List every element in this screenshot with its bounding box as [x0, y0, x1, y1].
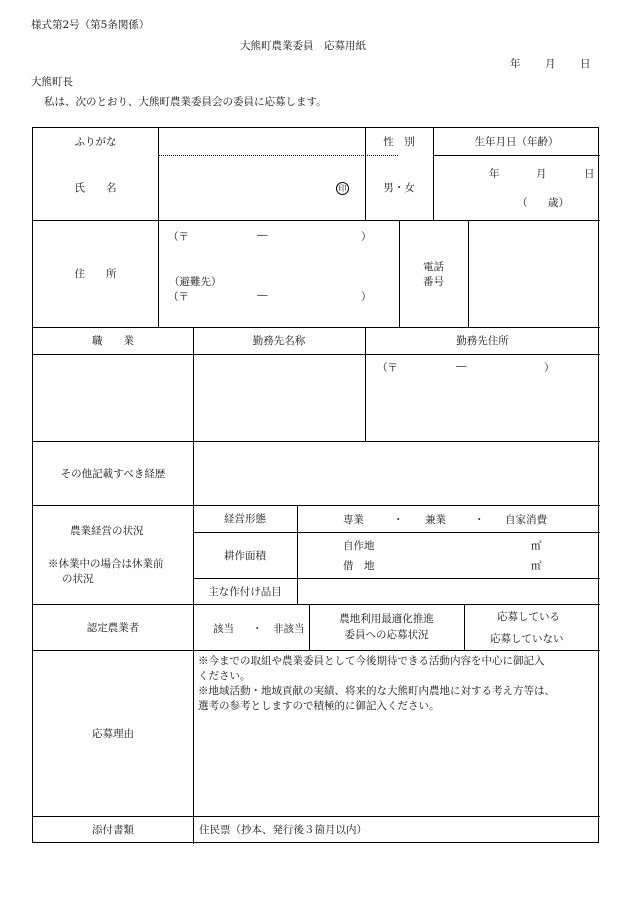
management-type-options[interactable] — [298, 506, 600, 532]
career-input[interactable] — [194, 442, 599, 504]
option-not-applying[interactable]: 応募していない — [490, 633, 564, 645]
attachments-label: 添付書類 — [92, 823, 134, 836]
evacuation-label: （避難先） — [169, 276, 222, 288]
work-postal-dash: ― — [456, 360, 467, 372]
addressee: 大熊町長 — [31, 76, 73, 88]
form-number: 様式第2号（第5条関係） — [31, 19, 150, 31]
employer-address-input[interactable] — [366, 355, 599, 440]
farming-status-label — [33, 505, 193, 604]
option-sep2: ・ — [474, 514, 485, 526]
option-not-applicable[interactable]: 非該当 — [273, 623, 305, 635]
gender-choice[interactable]: 男・女 — [383, 182, 415, 194]
phone-input[interactable] — [469, 221, 599, 326]
cultivated-area-input[interactable] — [298, 533, 600, 578]
age-open: （ — [517, 197, 528, 209]
rented-land-label: 借 地 — [343, 560, 375, 572]
phone-label — [399, 220, 468, 327]
furigana-label: ふりがな — [74, 136, 117, 148]
application-reason-input[interactable] — [194, 651, 599, 815]
application-reason-label: 応募理由 — [92, 727, 134, 740]
phone-label-line1: 電話 — [423, 260, 444, 273]
birth-year-label: 年 — [489, 168, 500, 180]
option-sep: ・ — [252, 623, 263, 635]
farming-note-line1: ※休業中の場合は休業前 — [48, 558, 164, 570]
reason-note1-line2: ください。 — [198, 670, 251, 682]
postal-open: （〒 — [168, 231, 189, 243]
management-type-label: 経営形態 — [224, 513, 266, 525]
postal-dash: ― — [257, 229, 268, 241]
option-applicable[interactable]: 該当 — [213, 623, 234, 635]
furigana-divider — [158, 155, 398, 156]
option-fulltime[interactable]: 専業 — [343, 514, 364, 526]
age-label: 歳） — [548, 197, 569, 209]
option-self-consumption[interactable]: 自家消費 — [505, 514, 547, 526]
name-input[interactable] — [159, 157, 339, 219]
address-field[interactable] — [159, 221, 398, 326]
evac-postal-dash: ― — [257, 289, 268, 301]
promoter-application-options[interactable] — [465, 605, 599, 649]
birth-month-label: 月 — [536, 168, 547, 180]
farming-note-line2: の状況 — [62, 573, 94, 585]
date-day-label: 日 — [580, 58, 591, 70]
rented-land-unit: ㎡ — [531, 560, 542, 572]
seal-mark: 印 — [336, 182, 349, 195]
gender-label: 性 別 — [383, 136, 415, 148]
name-label: 氏 名 — [74, 182, 117, 194]
own-land-unit: ㎡ — [531, 540, 542, 552]
promoter-label-line2: 委員への応募状況 — [344, 629, 429, 641]
occupation-label: 職 業 — [92, 335, 134, 347]
address-label: 住 所 — [74, 268, 117, 280]
main-crops-input[interactable] — [298, 579, 600, 603]
work-postal-close: ） — [544, 362, 555, 374]
evac-postal-close: ） — [361, 291, 372, 303]
reason-note1-line1: ※今までの取組や農業委員として今後期待できる活動内容を中心に御記入 — [198, 655, 545, 667]
career-label: その他記載すべき経歴 — [60, 467, 166, 480]
date-month-label: 月 — [545, 58, 556, 70]
certified-farmer-label: 認定農業者 — [86, 621, 140, 634]
furigana-input[interactable] — [159, 129, 364, 154]
certified-farmer-options[interactable] — [194, 605, 308, 649]
reason-note2-line2: 選考の参考としますので積極的に御記入ください。 — [198, 700, 440, 712]
birth-date-field[interactable] — [434, 156, 599, 219]
farming-label: 農業経営の状況 — [70, 525, 144, 537]
evac-postal-open: （〒 — [168, 291, 189, 303]
postal-close: ） — [361, 231, 372, 243]
employer-name-input[interactable] — [194, 355, 364, 440]
employer-name-label: 勤務先名称 — [252, 335, 306, 347]
own-land-label: 自作地 — [343, 540, 375, 552]
option-sep1: ・ — [393, 514, 404, 526]
option-applying[interactable]: 応募している — [497, 611, 560, 623]
application-form — [32, 127, 599, 843]
occupation-input[interactable] — [34, 355, 192, 440]
phone-label-line2: 番号 — [423, 275, 444, 288]
page-title: 大熊町農業委員 応募用紙 — [240, 40, 366, 52]
reason-note2-line1: ※地域活動・地域貢献の実績、将来的な大熊町内農地に対する考え方等は、 — [198, 685, 555, 697]
promoter-label-line1: 農地利用最適化推進 — [339, 613, 434, 625]
birth-day-label: 日 — [584, 168, 595, 180]
attachments-value: 住民票（抄本、発行後３箇月以内） — [199, 824, 367, 836]
main-crops-label: 主な作付け品目 — [208, 585, 282, 598]
promoter-application-label — [309, 604, 464, 650]
intro-text: 私は、次のとおり、大熊町農業委員会の委員に応募します。 — [44, 96, 327, 108]
birth-label: 生年月日（年齢） — [474, 136, 559, 148]
cultivated-area-label: 耕作面積 — [224, 549, 266, 562]
employer-address-label: 勤務先住所 — [456, 335, 509, 347]
work-postal-open: （〒 — [377, 362, 398, 374]
option-parttime[interactable]: 兼業 — [425, 514, 446, 526]
date-year-label: 年 — [510, 58, 521, 70]
